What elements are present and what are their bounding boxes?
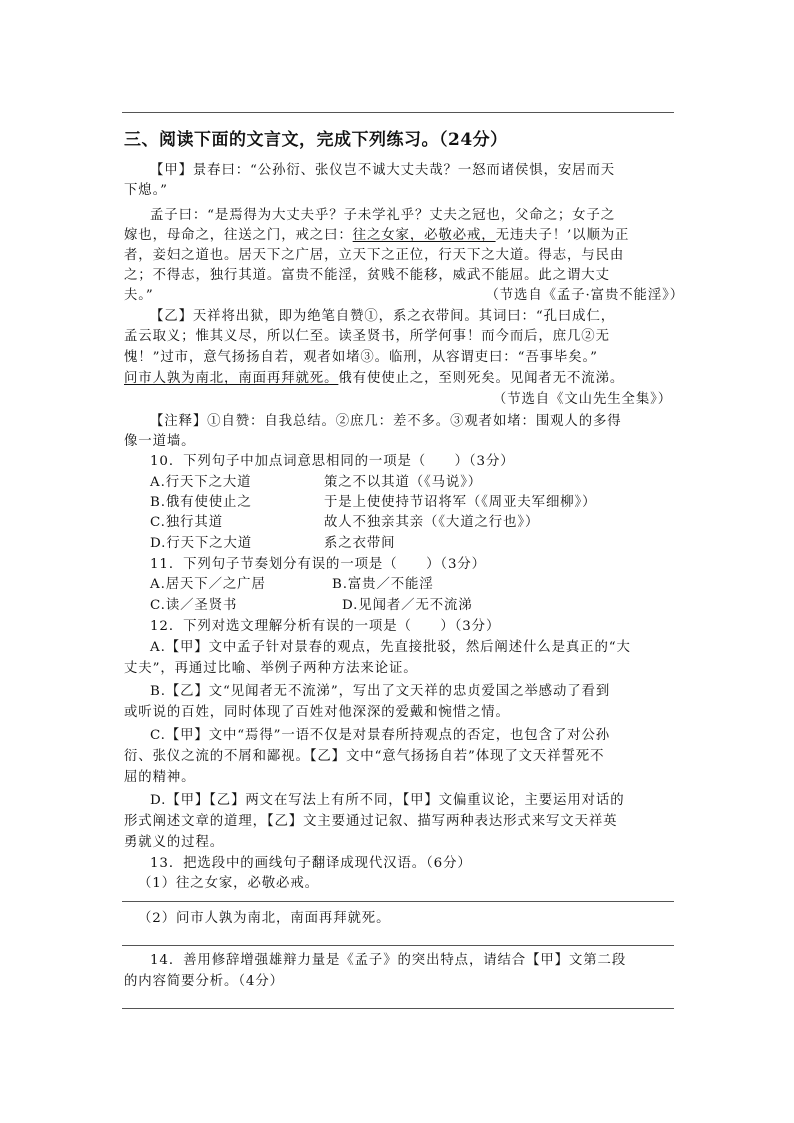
answer-line-q13-2 <box>122 945 674 946</box>
notes-line: 像一道墙。 <box>124 434 196 449</box>
underlined-sentence-1: 往之女家，必敬必戒， <box>352 228 496 243</box>
q13-item-2: （2）问市人孰为南北，南面再拜就死。 <box>138 911 391 926</box>
q11-option-b: B.富贵／不能淫 <box>332 577 434 592</box>
q10-option-b-left: B.俄有使使止之 <box>150 495 252 510</box>
question-14-line: 14．善用修辞增强雄辩力量是《孟子》的突出特点，请结合【甲】文第二段 <box>150 953 627 968</box>
q10-option-d-left: D.行天下之大道 <box>150 536 253 551</box>
question-10-stem: 10．下列句子中加点词意思相同的一项是（ ）（3分） <box>150 454 515 469</box>
q12-line: 屈的精神。 <box>124 770 196 785</box>
passage-a-line <box>124 226 680 246</box>
q10-option-a-right: 策之不以其道（《马说》） <box>324 475 483 490</box>
q10-option-c-left: C.独行其道 <box>150 515 223 530</box>
question-11-stem: 11．下列句子节奏划分有误的一项是（ ）（3分） <box>150 557 486 572</box>
passage-a-line: 下熄。” <box>124 183 168 198</box>
q12-line: 丈夫”，再通过比喻、举例子两种方法来论证。 <box>124 661 418 676</box>
passage-a-source: （节选自《孟子·富贵不能淫》） <box>485 288 684 303</box>
passage-b-source: （节选自《文山先生全集》） <box>492 392 672 407</box>
question-12-stem: 12．下列对选文理解分析有误的一项是（ ）（3分） <box>150 619 501 634</box>
passage-a-line: 者，妾妇之道也。居天下之广居，立天下之正位，行天下之大道。得志，与民由 <box>124 248 625 263</box>
q12-line: C.【甲】文中“焉得”一语不仅是对景春所持观点的否定，也包含了对公孙 <box>150 728 611 743</box>
answer-line-q14 <box>122 1008 674 1009</box>
q11-option-a: A.居天下／之广居 <box>150 577 266 592</box>
question-13-stem: 13．把选段中的画线句子翻译成现代汉语。（6分） <box>150 856 472 871</box>
q12-line: A.【甲】文中孟子针对景春的观点，先直接批驳，然后阐述什么是真正的“大 <box>150 640 631 655</box>
question-14-line: 的内容简要分析。（4分） <box>124 974 284 989</box>
q10-option-d-right: 系之衣带间 <box>324 536 396 551</box>
passage-a-text: 无违夫子！’以顺为正 <box>495 228 630 243</box>
q12-line: 勇就义的过程。 <box>124 835 225 850</box>
q11-option-c: C.读／圣贤书 <box>150 598 238 613</box>
q12-line: 衍、张仪之流的不屑和鄙视。【乙】文中“意气扬扬自若”体现了文天祥誓死不 <box>124 749 605 764</box>
passage-b-text: 俄有使使止之，至则死矣。见闻者无不流涕。 <box>338 371 625 386</box>
q10-option-b-right: 于是上使使持节诏将军（《周亚夫军细柳》） <box>324 495 597 510</box>
passage-a-text: 夫。” <box>124 288 154 303</box>
passage-a-text: 之门，戒之曰： <box>252 228 353 243</box>
q12-line: 或听说的百姓，同时体现了百姓对他深深的爱戴和惋惜之情。 <box>124 705 510 720</box>
underlined-sentence-2: 问市人孰为南北，南面再拜就死。 <box>124 371 339 386</box>
passage-b-line: 【乙】天祥将出狱，即为绝笔自赞①，系之衣带间。其词曰：“孔曰成仁， <box>150 309 616 324</box>
q10-option-a-left: A.行天下之大道 <box>150 475 252 490</box>
section-title: 三、阅读下面的文言文，完成下列练习。（24分） <box>124 130 508 150</box>
answer-line-top <box>122 112 674 113</box>
passage-b-line: 孟云取义；惟其义尽，所以仁至。读圣贤书，所学何事！而今而后，庶几②无 <box>124 329 610 344</box>
answer-line-q13-1 <box>122 901 674 902</box>
passage-a-line: 之；不得志，独行其道。富贵不能淫，贫贱不能移，威武不能屈。此之谓大丈 <box>124 268 610 283</box>
q13-item-1: （1）往之女家，必敬必戒。 <box>138 876 319 891</box>
passage-b-line <box>124 369 680 389</box>
passage-a-line: 【甲】景春曰：“公孙衍、张仪岂不诚大丈夫哉？一怒而诸侯惧，安居而天 <box>150 163 616 178</box>
passage-a-line: 孟子曰：“是焉得为大丈夫乎？子未学礼乎？丈夫之冠也，父命之；女子之 <box>150 208 616 223</box>
passage-a-line <box>124 286 684 306</box>
q12-line: 形式阐述文章的道理，【乙】文主要通过记叙、描写两种表达形式来写文天祥英 <box>124 814 618 829</box>
passage-b-line: 愧！”过市，意气扬扬自若，观者如堵③。临刑，从容谓吏曰：“吾事毕矣。” <box>124 350 598 365</box>
q12-line: D.【甲】【乙】两文在写法上有所不同，【甲】文偏重议论，主要运用对话的 <box>150 793 625 808</box>
notes-line: 【注释】①自赞：自我总结。②庶几：差不多。③观者如堵：围观人的多得 <box>150 414 622 429</box>
q12-line: B.【乙】文“见闻者无不流涕”，写出了文天祥的忠贞爱国之举感动了看到 <box>150 684 611 699</box>
q11-option-d: D.见闻者／无不流涕 <box>342 598 473 613</box>
passage-a-text: 嫁也，母命之，往送 <box>124 228 253 243</box>
q10-option-c-right: 故人不独亲其亲（《大道之行也》） <box>324 515 540 530</box>
